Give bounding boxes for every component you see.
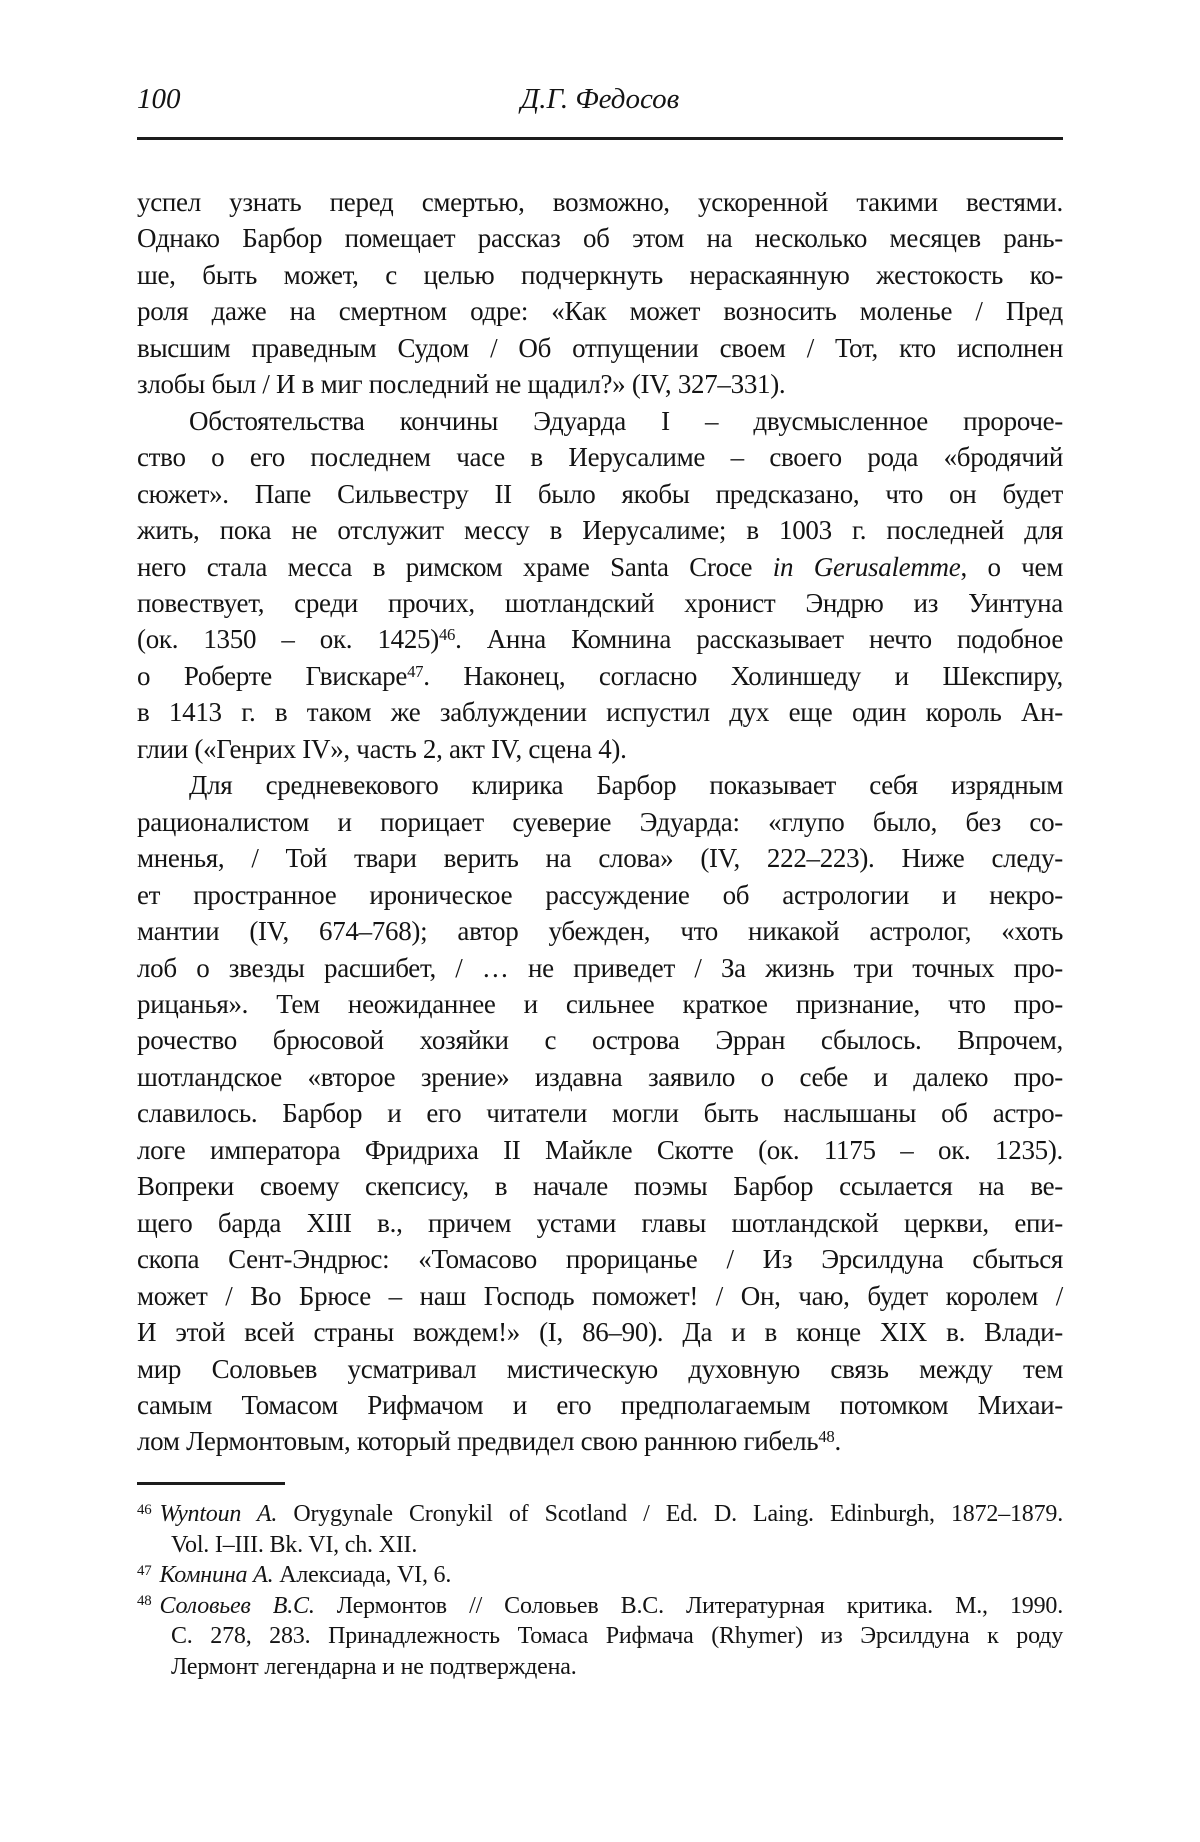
footnote-reference: 47 <box>407 661 424 681</box>
footnote <box>137 1499 1063 1560</box>
footnote-separator <box>137 1482 285 1485</box>
body-line: может / Во Брюсе – наш Господь поможет! / Он, чаю, будет королем / <box>137 1280 1063 1311</box>
body-line: Для средневекового клирика Барбор показывает себя изрядным <box>189 770 1063 801</box>
running-head-author: Д.Г. Федосов <box>520 83 680 115</box>
body-line: Вопреки своему скепсису, в начале поэмы Барбор ссылается на ве- <box>137 1171 1063 1202</box>
footnotes <box>137 1499 1063 1683</box>
header-rule <box>137 137 1063 140</box>
body-line: самым Томасом Рифмачом и его предполагаемым потомком Михаи- <box>137 1389 1063 1420</box>
body-line: успел узнать перед смертью, возможно, ускоренной такими вестями. <box>137 187 1063 217</box>
body-line: глии («Генрих IV», часть 2, акт IV, сцена 4). <box>137 733 627 764</box>
body-line: Однако Барбор помещает рассказ об этом на несколько месяцев рань- <box>137 223 1063 254</box>
footnote-line: Vol. I–III. Bk. VI, ch. XII. <box>171 1531 418 1558</box>
footnote-line: С. 278, 283. Принадлежность Томаса Рифмача (Rhymer) из Эрсилдуна к роду <box>171 1623 1063 1650</box>
body-line: Обстоятельства кончины Эдуарда I – двусмысленное пророче- <box>189 405 1063 436</box>
body-line: лоб о звезды расшибет, / … не приведет / За жизнь три точных про- <box>137 952 1063 983</box>
body-line: ет пространное ироническое рассуждение об астрологии и некро- <box>137 879 1063 910</box>
body-line: рицанья». Тем неожиданнее и сильнее краткое признание, что про- <box>137 988 1063 1019</box>
body-line: мненья, / Той твари верить на слова» (IV, 222–223). Ниже следу- <box>137 843 1063 874</box>
body-line: сюжет». Папе Сильвестру II было якобы предсказано, что он будет <box>137 478 1063 509</box>
body-line: шотландское «второе зрение» издавна заявило о себе и далеко про- <box>137 1061 1063 1092</box>
footnote-marker: 47 <box>137 1562 152 1579</box>
body-line: ство о его последнем часе в Иерусалиме – своего рода «бродячий <box>137 442 1063 473</box>
body-line: роля даже на смертном одре: «Как может возносить моленье / Пред <box>137 296 1063 327</box>
body-line: логе императора Фридриха II Майкле Скотте (ок. 1175 – ок. 1235). <box>137 1134 1063 1165</box>
footnote-line: $^{46}$ Wyntoun A. Orygynale Cronykil of Scotland / Ed. D. Laing. Edinburgh, 1872–1879. <box>137 1501 1063 1527</box>
body-line: (ок. 1350 – ок. 1425)$^{46}$. Анна Комнина рассказывает нечто подобное <box>137 624 1063 655</box>
body-line: лом Лермонтовым, который предвидел свою раннюю гибель$^{48}$. <box>137 1426 841 1457</box>
footnote-line: $^{48}$ Соловьев В.С. Лермонтов // Соловьев В.С. Литературная критика. М., 1990. <box>137 1592 1064 1619</box>
footnote-line: Лермонт легендарна и не подтверждена. <box>171 1653 577 1680</box>
footnote-marker: 46 <box>137 1501 152 1518</box>
body-line: щего барда XIII в., причем устами главы шотландской церкви, епи- <box>137 1207 1063 1238</box>
footnote <box>137 1560 1063 1591</box>
body-line: скопа Сент-Эндрюс: «Томасово прорицанье / Из Эрсилдуна сбыться <box>137 1244 1063 1275</box>
body-line: рочество брюсовой хозяйки с острова Эрран сбылось. Впрочем, <box>137 1025 1063 1056</box>
footnote <box>137 1591 1063 1683</box>
running-header <box>137 82 1063 124</box>
footnote-reference: 48 <box>818 1427 835 1447</box>
body-line: рационалистом и порицает суеверие Эдуарда: «глупо было, без со- <box>137 806 1063 837</box>
body-line: мир Соловьев усматривал мистическую духовную связь между тем <box>137 1353 1063 1384</box>
footnote-line: $^{47}$ Комнина А. Алексиада, VI, 6. <box>137 1562 452 1589</box>
footnote-reference: 46 <box>438 625 456 645</box>
body-line: мантии (IV, 674–768); автор убежден, что никакой астролог, «хоть <box>137 916 1063 947</box>
body-line: славилось. Барбор и его читатели могли быть наслышаны об астро- <box>137 1098 1063 1129</box>
body-line: злобы был / И в миг последний не щадил?» (IV, 327–331). <box>137 369 786 400</box>
body-line: высшим праведным Судом / Об отпущении своем / Тот, кто исполнен <box>137 332 1063 363</box>
page-number: 100 <box>137 83 181 115</box>
body-line: ше, быть может, с целью подчеркнуть нераскаянную жестокость ко- <box>137 259 1063 290</box>
body-line: него стала месса в римском храме Santa Croce in Gerusalemme, о чем <box>137 551 1063 582</box>
body-line: о Роберте Гвискаре$^{47}$. Наконец, согласно Холиншеду и Шекспиру, <box>137 660 1063 691</box>
footnote-marker: 48 <box>137 1593 152 1610</box>
body-text <box>137 184 1063 1460</box>
body-line: И этой всей страны вождем!» (I, 86–90). Да и в конце XIX в. Влади- <box>137 1317 1063 1348</box>
body-line: жить, пока не отслужит мессу в Иерусалиме; в 1003 г. последней для <box>137 515 1063 546</box>
body-line: повествует, среди прочих, шотландский хронист Эндрю из Уинтуна <box>137 587 1063 618</box>
body-line: в 1413 г. в таком же заблуждении испустил дух еще один король Ан- <box>137 697 1063 728</box>
